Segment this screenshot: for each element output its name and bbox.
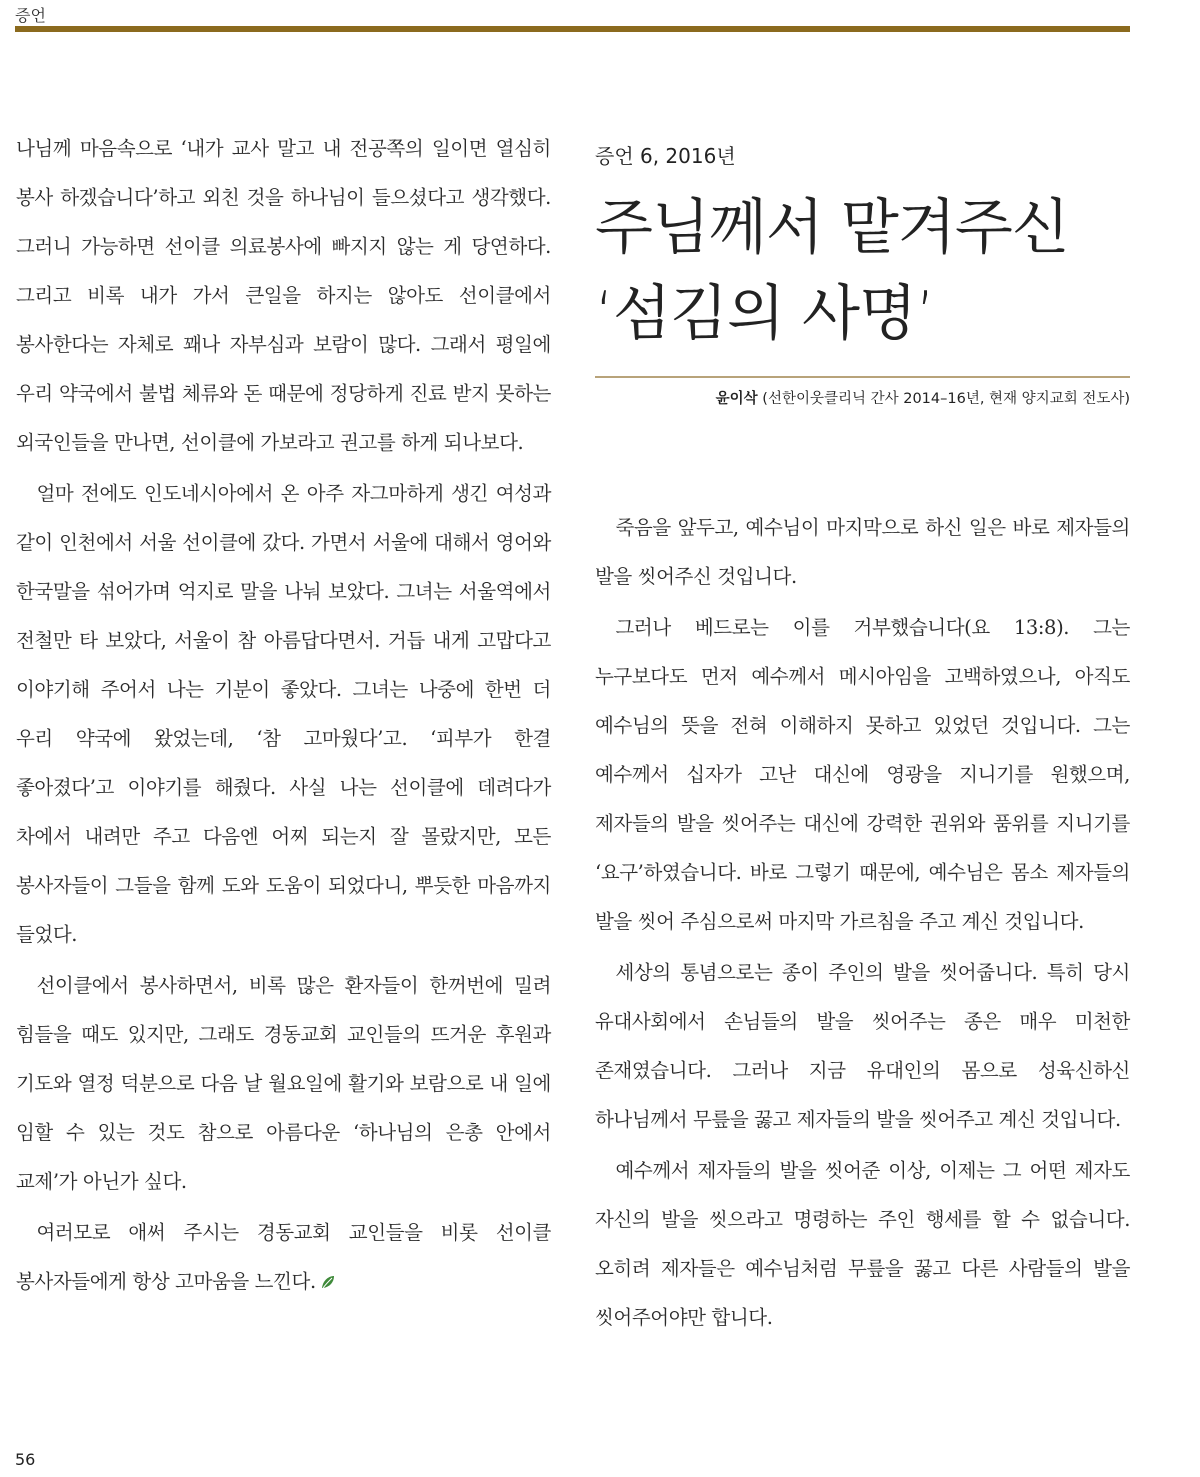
left-paragraph-1: 나님께 마음속으로 ‘내가 교사 말고 내 전공쪽의 일이면 열심히 봉사 하겠습니다’하고 외친 것을 하나님이 들으셨다고 생각했다. 그러니 가능하면 선이클 의료봉사에 빠지지 않는 게 당연하다. 그리고 비록 내가 가서 큰일을 하지는 않아도 선이클에서 봉사한다는 자체로 꽤나 자부심과 보람이 많다. 그래서 평일에 우리 약국에서 불법 체류와 돈 때문에 정당하게 진료 받지 못하는 외국인들을 만나면, 선이클에 가보라고 권고를 하게 되나보다. xyxy=(16,137,551,454)
title-divider xyxy=(595,376,1130,378)
header-divider xyxy=(15,26,1130,32)
left-paragraph-3: 선이클에서 봉사하면서, 비록 많은 환자들이 한꺼번에 밀려 힘들을 때도 있지만, 그래도 경동교회 교인들의 뜨거운 후원과 기도와 열정 덕분으로 다음 날 월요일에 활기와 보람으로 내 일에 임할 수 있는 것도 참으로 아름다운 ‘하나님의 은총 안에서 교제’가 아닌가 싶다. xyxy=(16,974,551,1193)
right-paragraph-2: 그러나 베드로는 이를 거부했습니다(요 13:8). 그는 누구보다도 먼저 예수께서 메시아임을 고백하였으나, 아직도 예수님의 뜻을 전혀 이해하지 못하고 있었던 것입니다. 그는 예수께서 십자가 고난 대신에 영광을 지니기를 원했으며, 제자들의 발을 씻어주는 대신에 강력한 권위와 품위를 지니기를 ‘요구’하였습니다. 바로 그렇기 때문에, 예수님은 몸소 제자들의 발을 씻어 주심으로써 마지막 가르침을 주고 계신 것입니다. xyxy=(595,616,1130,933)
left-paragraph-4 xyxy=(16,1208,551,1306)
right-paragraph-1: 죽음을 앞두고, 예수님이 마지막으로 하신 일은 바로 제자들의 발을 씻어주신 것입니다. xyxy=(595,516,1130,588)
right-column xyxy=(595,503,1130,1344)
right-paragraph-4: 예수께서 제자들의 발을 씻어준 이상, 이제는 그 어떤 제자도 자신의 발을 씻으라고 명령하는 주인 행세를 할 수 없습니다. 오히려 제자들은 예수님처럼 무릎을 꿇고 다른 사람들의 발을 씻어주어야만 합니다. xyxy=(595,1159,1130,1329)
article-title-line-1: 주님께서 맡겨주신 xyxy=(595,193,1069,263)
article-title-line-2: ‘섬김의 사명’ xyxy=(595,279,935,349)
author-detail: (선한이웃클리닉 간사 2014–16년, 현재 양지교회 전도사) xyxy=(757,391,1130,407)
right-paragraph-3: 세상의 통념으로는 종이 주인의 발을 씻어줍니다. 특히 당시 유대사회에서 손님들의 발을 씻어주는 종은 매우 미천한 존재였습니다. 그러나 지금 유대인의 몸으로 성육신하신 하나님께서 무릎을 꿇고 제자들의 발을 씻어주고 계신 것입니다. xyxy=(595,961,1130,1131)
leaf-icon xyxy=(320,1274,336,1290)
left-paragraph-2: 얼마 전에도 인도네시아에서 온 아주 자그마하게 생긴 여성과 같이 인천에서 서울 선이클에 갔다. 가면서 서울에 대해서 영어와 한국말을 섞어가며 억지로 말을 나눠 보았다. 그녀는 서울역에서 전철만 타 보았다, 서울이 참 아름답다면서. 거듭 내게 고맙다고 이야기해 주어서 나는 기분이 좋았다. 그녀는 나중에 한번 더 우리 약국에 왔었는데, ‘참 고마웠다’고. ‘피부가 한결 좋아졌다’고 이야기를 해줬다. 사실 나는 선이클에 데려다가 차에서 내려만 주고 다음엔 어찌 되는지 잘 몰랐지만, 모든 봉사자들이 그들을 함께 도와 도움이 되었다니, 뿌듯한 마음까지 들었다. xyxy=(16,482,551,946)
section-label: 증언 xyxy=(15,6,46,25)
left-paragraph-4-text: 여러모로 애써 주시는 경동교회 교인들을 비롯 선이클 봉사자들에게 항상 고마움을 느낀다. xyxy=(16,1221,551,1293)
byline xyxy=(716,387,1130,408)
article-title xyxy=(595,185,1135,357)
article-kicker: 증언 6, 2016년 xyxy=(595,144,736,168)
page-number: 56 xyxy=(15,1450,36,1469)
left-column xyxy=(16,124,551,1308)
author-name: 윤이삭 xyxy=(715,391,758,407)
